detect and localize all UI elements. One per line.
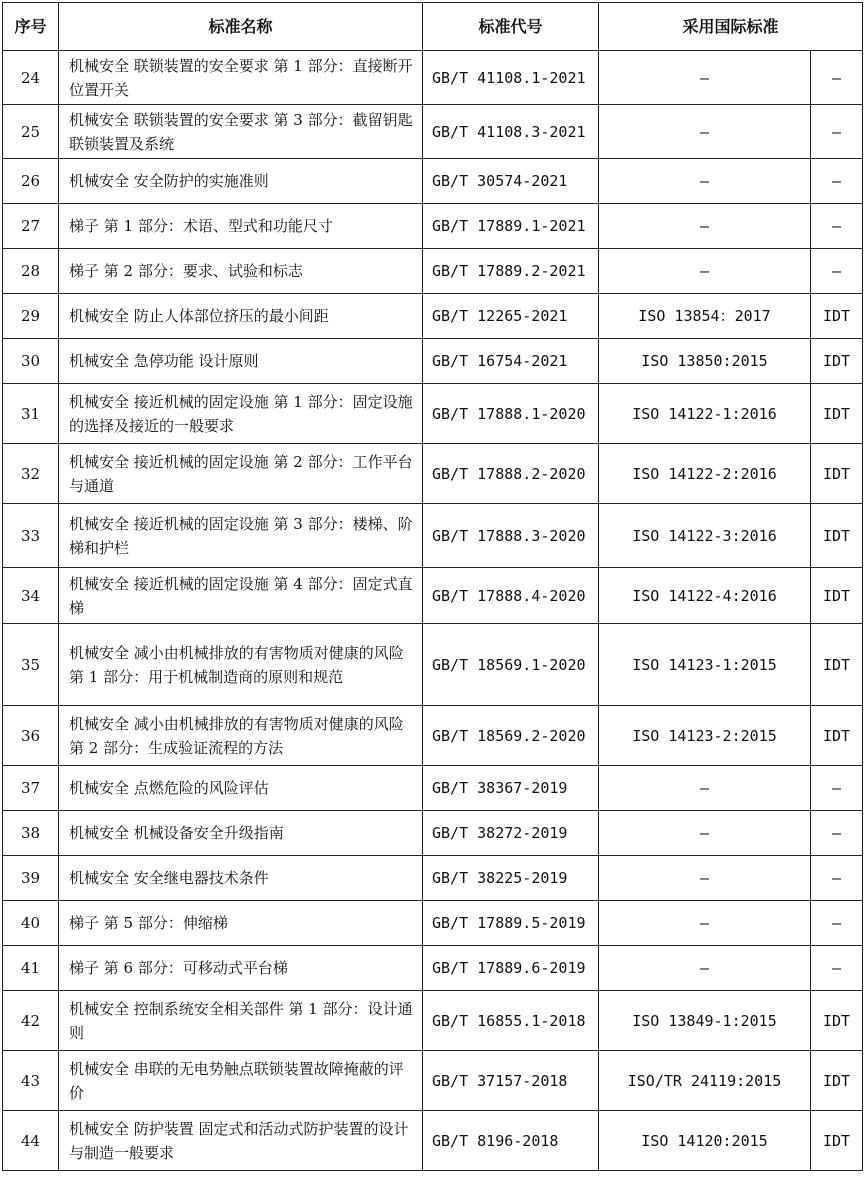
row-standard-name: 梯子 第 6 部分：可移动式平台梯 bbox=[59, 946, 423, 991]
table-row bbox=[3, 624, 863, 706]
row-standard-name: 机械安全 接近机械的固定设施 第 3 部分：楼梯、阶梯和护栏 bbox=[59, 504, 423, 568]
row-standard-name: 机械安全 接近机械的固定设施 第 1 部分：固定设施的选择及接近的一般要求 bbox=[59, 384, 423, 444]
row-standard-code: GB/T 41108.3-2021 bbox=[423, 105, 599, 159]
row-international-standard: ISO 13854：2017 bbox=[599, 294, 811, 339]
table-row bbox=[3, 249, 863, 294]
row-consistency-degree: – bbox=[811, 856, 863, 901]
row-standard-code: GB/T 18569.1-2020 bbox=[423, 624, 599, 706]
row-serial-number: 39 bbox=[3, 856, 59, 901]
row-serial-number: 35 bbox=[3, 624, 59, 706]
table-row bbox=[3, 51, 863, 105]
table-row bbox=[3, 504, 863, 568]
row-standard-code: GB/T 41108.1-2021 bbox=[423, 51, 599, 105]
row-standard-code: GB/T 17889.2-2021 bbox=[423, 249, 599, 294]
table-row bbox=[3, 766, 863, 811]
row-standard-code: GB/T 30574-2021 bbox=[423, 159, 599, 204]
row-standard-code: GB/T 18569.2-2020 bbox=[423, 706, 599, 766]
row-consistency-degree: IDT bbox=[811, 706, 863, 766]
row-standard-name: 机械安全 接近机械的固定设施 第 2 部分：工作平台与通道 bbox=[59, 444, 423, 504]
row-standard-code: GB/T 16855.1-2018 bbox=[423, 991, 599, 1051]
row-standard-name: 机械安全 联锁装置的安全要求 第 3 部分：截留钥匙联锁装置及系统 bbox=[59, 105, 423, 159]
row-serial-number: 32 bbox=[3, 444, 59, 504]
row-standard-name: 梯子 第 2 部分：要求、试验和标志 bbox=[59, 249, 423, 294]
row-international-standard: – bbox=[599, 159, 811, 204]
row-consistency-degree: IDT bbox=[811, 504, 863, 568]
row-standard-name: 机械安全 安全继电器技术条件 bbox=[59, 856, 423, 901]
row-international-standard: – bbox=[599, 204, 811, 249]
row-standard-name: 机械安全 减小由机械排放的有害物质对健康的风险 第 1 部分：用于机械制造商的原则和规范 bbox=[59, 624, 423, 706]
row-serial-number: 24 bbox=[3, 51, 59, 105]
row-standard-name: 机械安全 防止人体部位挤压的最小间距 bbox=[59, 294, 423, 339]
row-serial-number: 33 bbox=[3, 504, 59, 568]
table-row bbox=[3, 384, 863, 444]
row-standard-code: GB/T 38367-2019 bbox=[423, 766, 599, 811]
row-serial-number: 28 bbox=[3, 249, 59, 294]
row-international-standard: – bbox=[599, 249, 811, 294]
row-serial-number: 27 bbox=[3, 204, 59, 249]
header-adopted-international-standard: 采用国际标准 bbox=[599, 3, 863, 51]
row-consistency-degree: – bbox=[811, 249, 863, 294]
header-standard-code: 标准代号 bbox=[423, 3, 599, 51]
row-consistency-degree: IDT bbox=[811, 339, 863, 384]
row-standard-code: GB/T 8196-2018 bbox=[423, 1111, 599, 1171]
row-standard-code: GB/T 38225-2019 bbox=[423, 856, 599, 901]
table-row bbox=[3, 856, 863, 901]
standards-table bbox=[2, 2, 863, 1171]
row-international-standard: – bbox=[599, 856, 811, 901]
row-serial-number: 43 bbox=[3, 1051, 59, 1111]
table-row bbox=[3, 946, 863, 991]
row-serial-number: 41 bbox=[3, 946, 59, 991]
row-consistency-degree: – bbox=[811, 811, 863, 856]
row-standard-name: 梯子 第 1 部分：术语、型式和功能尺寸 bbox=[59, 204, 423, 249]
row-consistency-degree: – bbox=[811, 159, 863, 204]
row-serial-number: 31 bbox=[3, 384, 59, 444]
row-international-standard: ISO 14122-2:2016 bbox=[599, 444, 811, 504]
row-consistency-degree: IDT bbox=[811, 568, 863, 624]
row-international-standard: ISO 14123-2:2015 bbox=[599, 706, 811, 766]
row-international-standard: – bbox=[599, 105, 811, 159]
row-consistency-degree: IDT bbox=[811, 624, 863, 706]
row-standard-name: 机械安全 安全防护的实施准则 bbox=[59, 159, 423, 204]
row-consistency-degree: – bbox=[811, 105, 863, 159]
row-standard-name: 机械安全 点燃危险的风险评估 bbox=[59, 766, 423, 811]
row-standard-name: 机械安全 机械设备安全升级指南 bbox=[59, 811, 423, 856]
table-row bbox=[3, 991, 863, 1051]
header-serial-number: 序号 bbox=[3, 3, 59, 51]
row-serial-number: 44 bbox=[3, 1111, 59, 1171]
row-standard-code: GB/T 16754-2021 bbox=[423, 339, 599, 384]
table-row bbox=[3, 901, 863, 946]
row-standard-code: GB/T 17888.4-2020 bbox=[423, 568, 599, 624]
row-international-standard: ISO/TR 24119:2015 bbox=[599, 1051, 811, 1111]
header-standard-name: 标准名称 bbox=[59, 3, 423, 51]
row-serial-number: 34 bbox=[3, 568, 59, 624]
row-consistency-degree: – bbox=[811, 766, 863, 811]
row-international-standard: ISO 14123-1:2015 bbox=[599, 624, 811, 706]
row-standard-name: 机械安全 防护装置 固定式和活动式防护装置的设计与制造一般要求 bbox=[59, 1111, 423, 1171]
table-row bbox=[3, 811, 863, 856]
row-serial-number: 38 bbox=[3, 811, 59, 856]
row-standard-code: GB/T 38272-2019 bbox=[423, 811, 599, 856]
row-standard-code: GB/T 17889.1-2021 bbox=[423, 204, 599, 249]
table-header-row bbox=[3, 3, 863, 51]
row-international-standard: – bbox=[599, 946, 811, 991]
row-standard-name: 机械安全 急停功能 设计原则 bbox=[59, 339, 423, 384]
row-serial-number: 29 bbox=[3, 294, 59, 339]
row-international-standard: – bbox=[599, 901, 811, 946]
row-international-standard: ISO 13850:2015 bbox=[599, 339, 811, 384]
row-consistency-degree: IDT bbox=[811, 294, 863, 339]
row-international-standard: – bbox=[599, 51, 811, 105]
row-international-standard: ISO 13849-1:2015 bbox=[599, 991, 811, 1051]
row-serial-number: 42 bbox=[3, 991, 59, 1051]
table-row bbox=[3, 339, 863, 384]
row-standard-name: 梯子 第 5 部分：伸缩梯 bbox=[59, 901, 423, 946]
row-standard-code: GB/T 17888.2-2020 bbox=[423, 444, 599, 504]
row-consistency-degree: IDT bbox=[811, 444, 863, 504]
row-standard-code: GB/T 37157-2018 bbox=[423, 1051, 599, 1111]
row-serial-number: 37 bbox=[3, 766, 59, 811]
row-consistency-degree: – bbox=[811, 946, 863, 991]
table-row bbox=[3, 204, 863, 249]
row-consistency-degree: IDT bbox=[811, 1111, 863, 1171]
row-consistency-degree: – bbox=[811, 901, 863, 946]
row-international-standard: ISO 14122-3:2016 bbox=[599, 504, 811, 568]
row-standard-name: 机械安全 接近机械的固定设施 第 4 部分：固定式直梯 bbox=[59, 568, 423, 624]
table-row bbox=[3, 706, 863, 766]
row-international-standard: – bbox=[599, 766, 811, 811]
row-standard-name: 机械安全 减小由机械排放的有害物质对健康的风险 第 2 部分：生成验证流程的方法 bbox=[59, 706, 423, 766]
table-row bbox=[3, 568, 863, 624]
row-consistency-degree: – bbox=[811, 51, 863, 105]
row-consistency-degree: IDT bbox=[811, 991, 863, 1051]
row-serial-number: 30 bbox=[3, 339, 59, 384]
row-serial-number: 26 bbox=[3, 159, 59, 204]
row-international-standard: ISO 14122-4:2016 bbox=[599, 568, 811, 624]
table-row bbox=[3, 294, 863, 339]
row-standard-name: 机械安全 串联的无电势触点联锁装置故障掩蔽的评价 bbox=[59, 1051, 423, 1111]
row-consistency-degree: – bbox=[811, 204, 863, 249]
row-standard-name: 机械安全 联锁装置的安全要求 第 1 部分：直接断开位置开关 bbox=[59, 51, 423, 105]
row-standard-code: GB/T 17889.6-2019 bbox=[423, 946, 599, 991]
row-serial-number: 36 bbox=[3, 706, 59, 766]
table-row bbox=[3, 444, 863, 504]
row-serial-number: 40 bbox=[3, 901, 59, 946]
table-row bbox=[3, 1111, 863, 1171]
table-row bbox=[3, 105, 863, 159]
row-international-standard: – bbox=[599, 811, 811, 856]
row-standard-code: GB/T 17888.3-2020 bbox=[423, 504, 599, 568]
row-standard-code: GB/T 12265-2021 bbox=[423, 294, 599, 339]
row-consistency-degree: IDT bbox=[811, 384, 863, 444]
row-standard-code: GB/T 17888.1-2020 bbox=[423, 384, 599, 444]
row-serial-number: 25 bbox=[3, 105, 59, 159]
row-standard-name: 机械安全 控制系统安全相关部件 第 1 部分：设计通则 bbox=[59, 991, 423, 1051]
table-row bbox=[3, 1051, 863, 1111]
row-international-standard: ISO 14120:2015 bbox=[599, 1111, 811, 1171]
row-standard-code: GB/T 17889.5-2019 bbox=[423, 901, 599, 946]
row-international-standard: ISO 14122-1:2016 bbox=[599, 384, 811, 444]
table-row bbox=[3, 159, 863, 204]
row-consistency-degree: IDT bbox=[811, 1051, 863, 1111]
